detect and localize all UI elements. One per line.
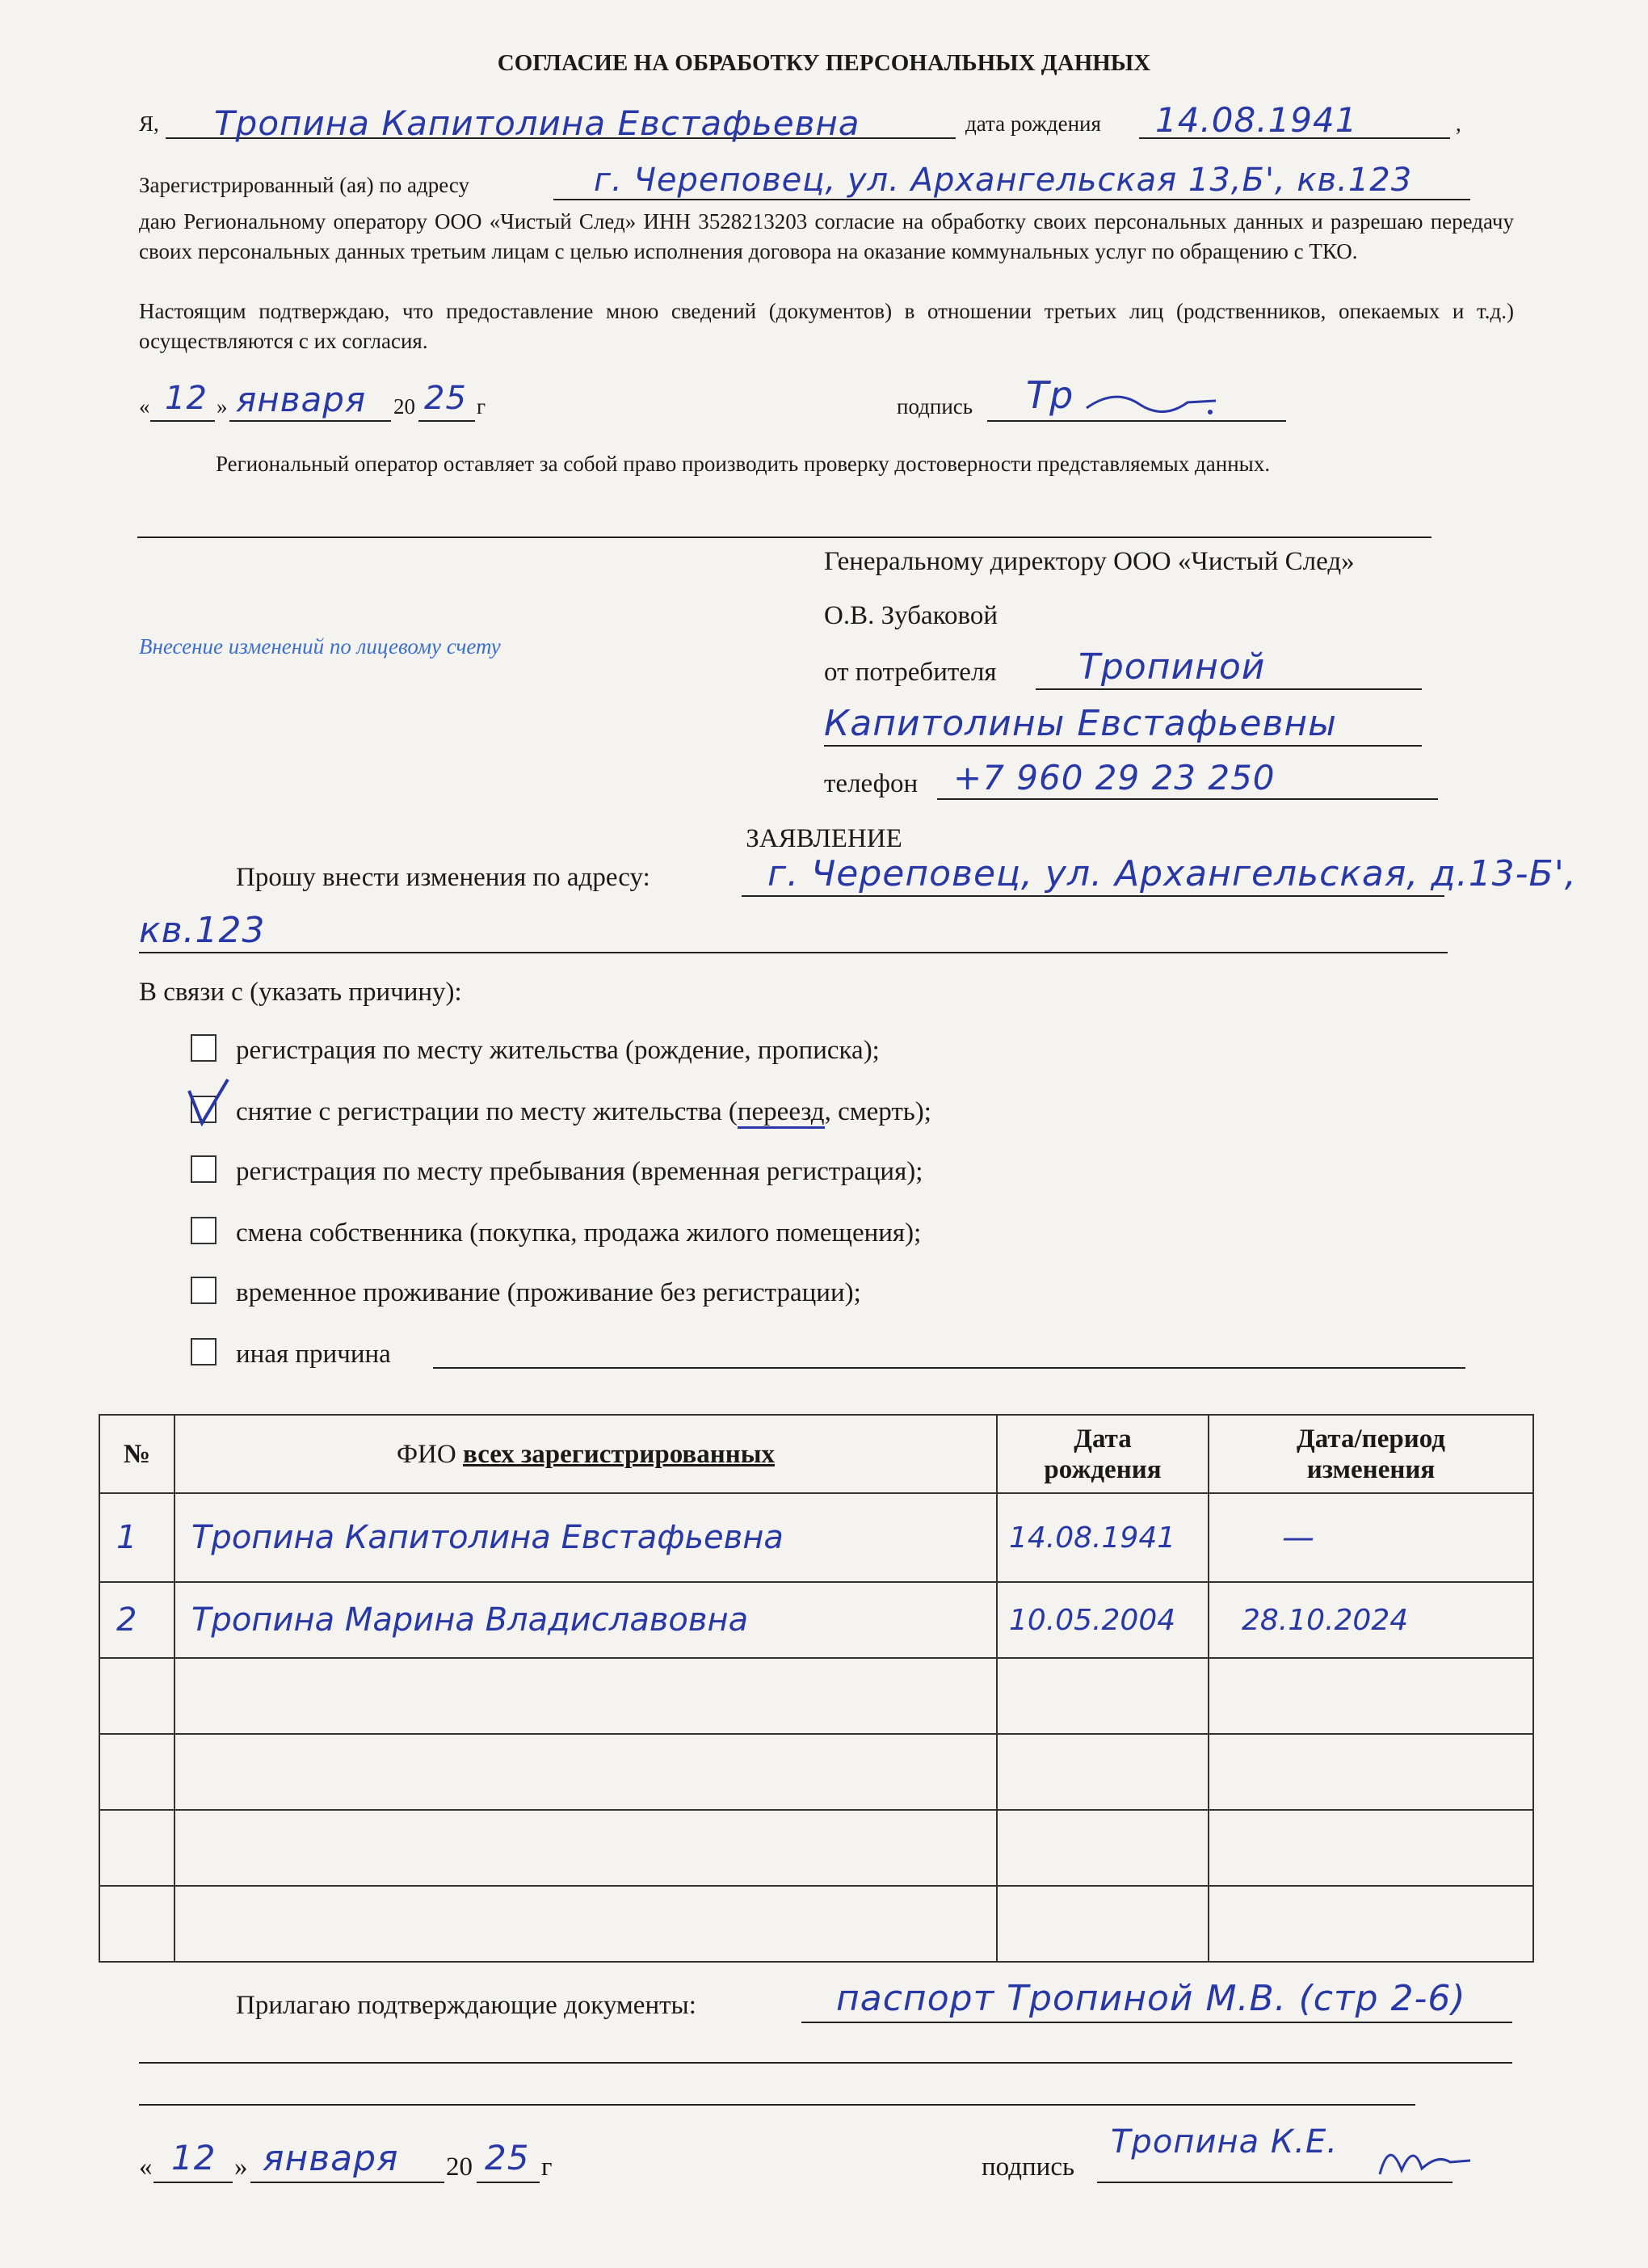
registered-persons-table [99,1414,1534,1963]
footer-day-handwritten[interactable]: 12 [171,2138,217,2178]
row-1-name[interactable] [174,1493,997,1582]
header-dob [997,1415,1209,1493]
request-handwritten-1[interactable]: г. Череповец, ул. Архангельская, д.13-Б', [767,853,1577,894]
attach-label: Прилагаю подтверждающие документы: [236,1991,696,2020]
request-line-2 [139,952,1448,953]
from-consumer-handwritten-2[interactable]: Капитолины Евстафьевны [824,703,1337,744]
empty-cell[interactable] [1209,1810,1533,1886]
table-row [99,1886,1533,1962]
birth-date-label: дата рождения [965,112,1101,136]
header-num: № [99,1415,174,1493]
consent-year-handwritten[interactable]: 25 [424,380,467,417]
empty-cell[interactable] [997,1658,1209,1734]
reason-label-2 [236,1096,931,1128]
consent-year-line [418,420,475,422]
row-1-num-value: 1 [116,1519,137,1556]
row-1-name-value: Тропина Капитолина Евстафьевна [191,1519,784,1556]
reason-label-4: смена собственника (покупка, продажа жилого помещения); [236,1218,922,1248]
row-1-dob[interactable] [997,1493,1209,1582]
table-row [99,1493,1533,1582]
consent-day-handwritten[interactable]: 12 [165,380,208,417]
from-consumer-handwritten-1[interactable]: Тропиной [1078,646,1266,688]
empty-cell[interactable] [99,1658,174,1734]
reason-checkbox-3[interactable] [191,1155,217,1183]
empty-cell[interactable] [1209,1658,1533,1734]
table-header-row [99,1415,1533,1493]
consent-sign-line [987,420,1286,422]
checkmark-icon [184,1076,233,1126]
consent-paragraph-2: Настоящим подтверждаю, что предоставление мною сведений (документов) в отношении третьих лиц (родственников, опекаемых и т.д.) осуществляются с их согласия. [139,299,1514,353]
empty-cell[interactable] [174,1658,997,1734]
consent-paragraph-1: даю Региональному оператору ООО «Чистый След» ИНН 3528213203 согласие на обработку своих персональных данных и разрешаю передачу своих персональных данных третьим лицам с целью исполнения договора на оказание коммунальных услуг по обращению с ТКО. [139,209,1514,263]
empty-cell[interactable] [99,1886,174,1962]
consent-title: СОГЛАСИЕ НА ОБРАБОТКУ ПЕРСОНАЛЬНЫХ ДАННЫХ [497,50,1151,76]
row-2-name[interactable] [174,1582,997,1658]
empty-cell[interactable] [174,1734,997,1810]
request-line-1 [742,895,1444,897]
section-divider [137,536,1431,538]
reason-checkbox-6[interactable] [191,1338,217,1365]
consent-day-line [150,420,215,422]
reason-label-3: регистрация по месту пребывания (временная регистрация); [236,1157,923,1186]
phone-label: телефон [824,769,919,798]
row-1-change-value: — [1282,1519,1314,1556]
consent-signature-flourish [1083,380,1220,420]
footer-month-handwritten[interactable]: января [263,2138,399,2179]
footer-sign-label: подпись [982,2152,1075,2182]
row-1-change[interactable] [1209,1493,1533,1582]
full-name-handwritten[interactable]: Тропина Капитолина Евстафьевна [214,103,860,143]
address-label: Зарегистрированный (ая) по адресу [139,173,470,197]
consent-signature[interactable]: Тр [1026,373,1074,417]
other-reason-line [433,1367,1465,1369]
request-label: Прошу внести изменения по адресу: [236,863,650,892]
table-row [99,1582,1533,1658]
reason-checkbox-4[interactable] [191,1217,217,1244]
consent-date-open-quote: « [139,394,150,419]
table-row [99,1658,1533,1734]
row-2-change-value: 28.10.2024 [1242,1603,1409,1637]
row-2-num-value: 2 [116,1601,137,1639]
empty-cell[interactable] [997,1886,1209,1962]
header-change [1209,1415,1533,1493]
row-1-dob-value: 14.08.1941 [1009,1521,1176,1555]
header-name-prefix: ФИО [396,1439,463,1469]
consent-year-suffix: г [477,394,486,419]
from-consumer-line-2 [824,745,1422,747]
reason-label: В связи с (указать причину): [139,978,462,1007]
attach-line-3 [139,2104,1415,2106]
attach-line-1 [801,2022,1512,2023]
table-row [99,1810,1533,1886]
header-name [174,1415,997,1493]
footer-year-prefix: 20 [446,2152,473,2182]
footer-signature-flourish [1373,2130,1478,2186]
footer-year-suffix: г [541,2152,553,2182]
row-2-dob-value: 10.05.2004 [1009,1603,1176,1637]
empty-cell[interactable] [99,1734,174,1810]
footer-date-close-quote: » [234,2152,248,2182]
reason-checkbox-5[interactable] [191,1277,217,1304]
header-name-underlined: всех зарегистрированных [462,1439,776,1469]
statement-title: ЗАЯВЛЕНИЕ [746,824,902,853]
footer-day-line [153,2182,233,2183]
footer-year-line [477,2182,540,2183]
row-1-num[interactable] [99,1493,174,1582]
footer-signature[interactable]: Тропина К.Е. [1111,2123,1338,2161]
consent-year-prefix: 20 [393,394,415,419]
empty-cell[interactable] [997,1810,1209,1886]
table-row [99,1734,1533,1810]
reason-label-1: регистрация по месту жительства (рождение, прописка); [236,1036,880,1065]
operator-notice: Региональный оператор оставляет за собой право производить проверку достоверности представляемых данных. [216,452,1271,476]
address-handwritten[interactable]: г. Череповец, ул. Архангельская 13,Б', кв.123 [594,162,1413,199]
i-label: Я, [139,112,159,136]
attach-line-2 [139,2062,1512,2064]
header-change-line-2: изменения [1306,1454,1436,1484]
comma: , [1456,112,1461,136]
row-2-change[interactable] [1209,1582,1533,1658]
row-2-num[interactable] [99,1582,174,1658]
phone-line [937,798,1438,800]
empty-cell[interactable] [1209,1734,1533,1810]
consent-date-close-quote: » [217,394,228,419]
addressee-line-1: Генеральному директору ООО «Чистый След» [824,547,1355,576]
reason-label-5: временное проживание (проживание без регистрации); [236,1278,861,1307]
from-consumer-line-1 [1036,688,1422,690]
footer-date-open-quote: « [139,2152,153,2182]
empty-cell[interactable] [1209,1886,1533,1962]
consent-month-line [229,420,391,422]
addressee-line-2: О.В. Зубаковой [824,601,998,630]
header-dob-line-2: рождения [1044,1454,1162,1484]
from-consumer-label: от потребителя [824,658,997,687]
reason-checkbox-1[interactable] [191,1034,217,1062]
header-change-line-1: Дата/период [1297,1424,1445,1454]
reason-label-2c: , смерть); [824,1097,931,1126]
footer-month-line [250,2182,444,2183]
phone-handwritten[interactable]: +7 960 29 23 250 [953,758,1276,797]
row-2-name-value: Тропина Марина Владиславовна [191,1601,749,1639]
request-handwritten-2[interactable]: кв.123 [139,910,266,951]
address-line [553,199,1470,200]
consent-sign-label: подпись [897,394,973,419]
header-dob-line-1: Дата [1074,1424,1132,1454]
reason-label-6: иная причина [236,1340,391,1369]
empty-cell[interactable] [997,1734,1209,1810]
empty-cell[interactable] [174,1810,997,1886]
footer-year-handwritten[interactable]: 25 [485,2138,530,2178]
empty-cell[interactable] [174,1886,997,1962]
birth-date-handwritten[interactable]: 14.08.1941 [1155,100,1358,140]
side-note: Внесение изменений по лицевому счету [139,634,501,659]
row-2-dob[interactable] [997,1582,1209,1658]
reason-label-2a: снятие с регистрации по месту жительства ( [236,1097,738,1126]
consent-month-handwritten[interactable]: января [236,380,367,419]
reason-label-2b: переезд [738,1097,825,1129]
empty-cell[interactable] [99,1810,174,1886]
attach-handwritten[interactable]: паспорт Тропиной М.В. (стр 2-6) [836,1978,1466,2019]
